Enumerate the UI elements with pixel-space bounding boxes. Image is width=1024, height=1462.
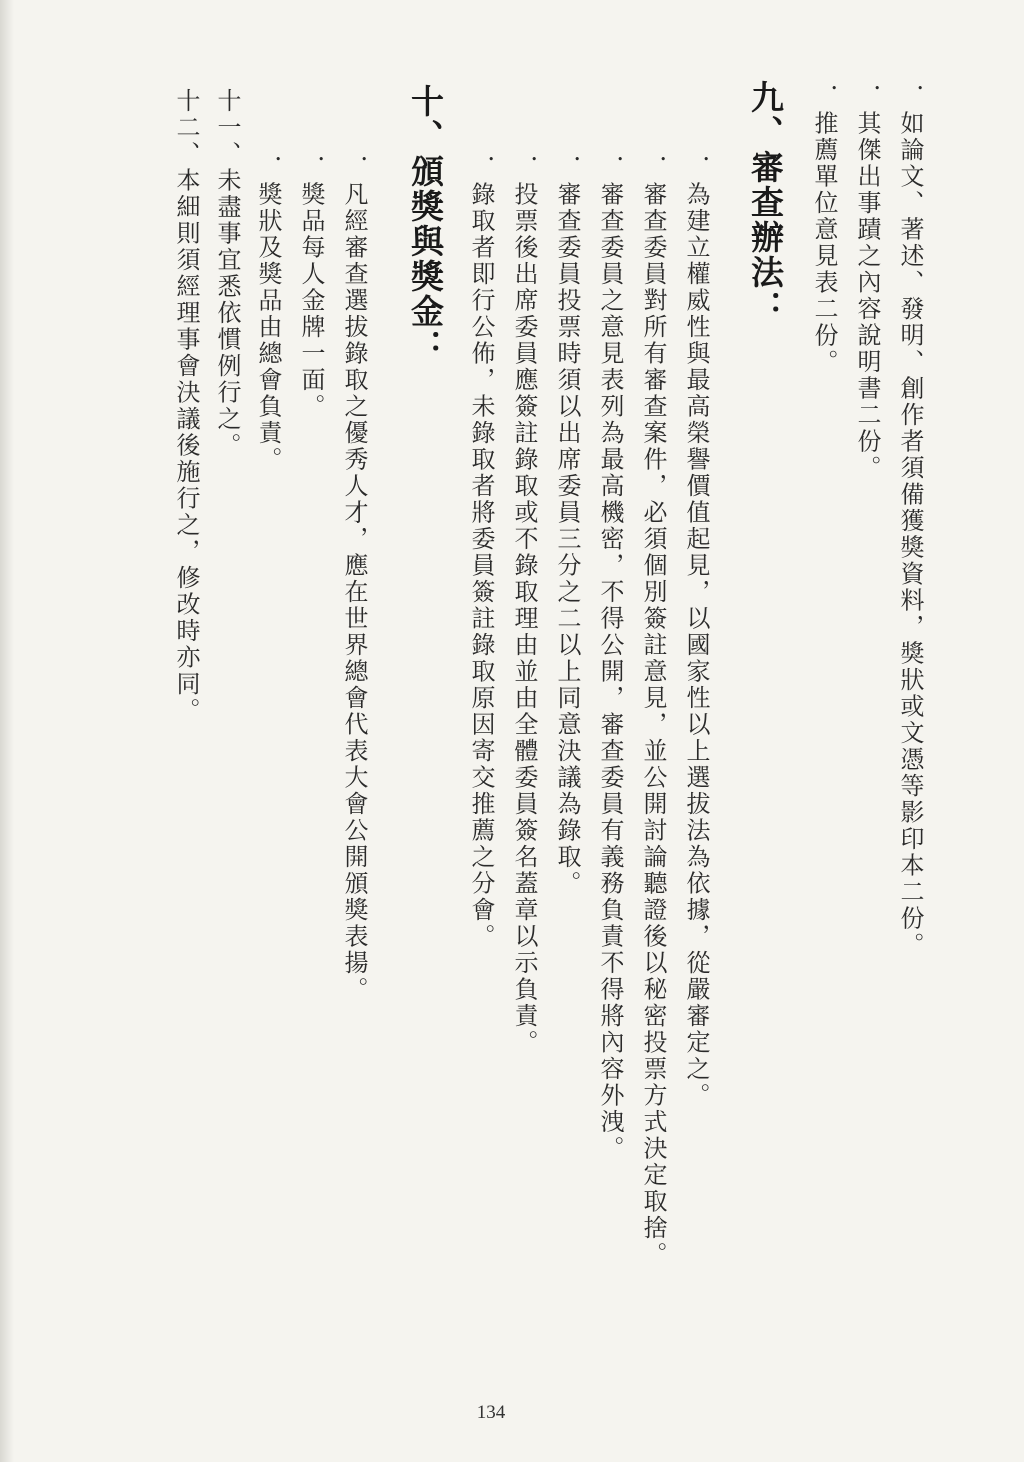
section-9-item-1: ．為建立權威性與最高榮譽價值起見，以國家性以上選拔法為依據，從嚴審定之。 — [682, 155, 710, 1109]
intro-item-recommendation: ．推薦單位意見表二份。 — [810, 84, 838, 376]
intro-item-awards: ．如論文、著述、發明、創作者須備獲獎資料，獎狀或文憑等影印本二份。 — [896, 84, 924, 959]
page-binding-shadow — [0, 0, 14, 1462]
section-10-heading: 十、頒獎與獎金： — [406, 84, 445, 364]
section-9-item-2: ．審查委員對所有審查案件，必須個別簽註意見，並公開討論聽證後以秘密投票方式決定取捨。 — [639, 155, 667, 1268]
section-10-item-3: ．獎狀及獎品由總會負責。 — [254, 155, 282, 473]
section-11: 十一、未盡事宜悉依慣例行之。 — [213, 88, 241, 459]
section-9-heading: 九、審查辦法： — [746, 80, 785, 325]
section-9-item-5: ．投票後出席委員應簽註錄取或不錄取理由並由全體委員簽名蓋章以示負責。 — [510, 155, 538, 1056]
section-10-item-1: ．凡經審查選拔錄取之優秀人才，應在世界總會代表大會公開頒獎表揚。 — [340, 155, 368, 1003]
section-9-item-6: ．錄取者即行公佈，未錄取者將委員簽註錄取原因寄交推薦之分會。 — [467, 155, 495, 950]
section-10-item-2: ．獎品每人金牌一面。 — [297, 155, 325, 420]
page-number: 134 — [476, 1402, 506, 1423]
section-9-item-3: ．審查委員之意見表列為最高機密，不得公開，審查委員有義務負責不得將內容外洩。 — [596, 155, 624, 1162]
section-12: 十二、本細則須經理事會決議後施行之，修改時亦同。 — [172, 88, 200, 724]
section-9-item-4: ．審查委員投票時須以出席委員三分之二以上同意決議為錄取。 — [553, 155, 581, 897]
intro-item-achievements: ．其傑出事蹟之內容說明書二份。 — [853, 84, 881, 482]
